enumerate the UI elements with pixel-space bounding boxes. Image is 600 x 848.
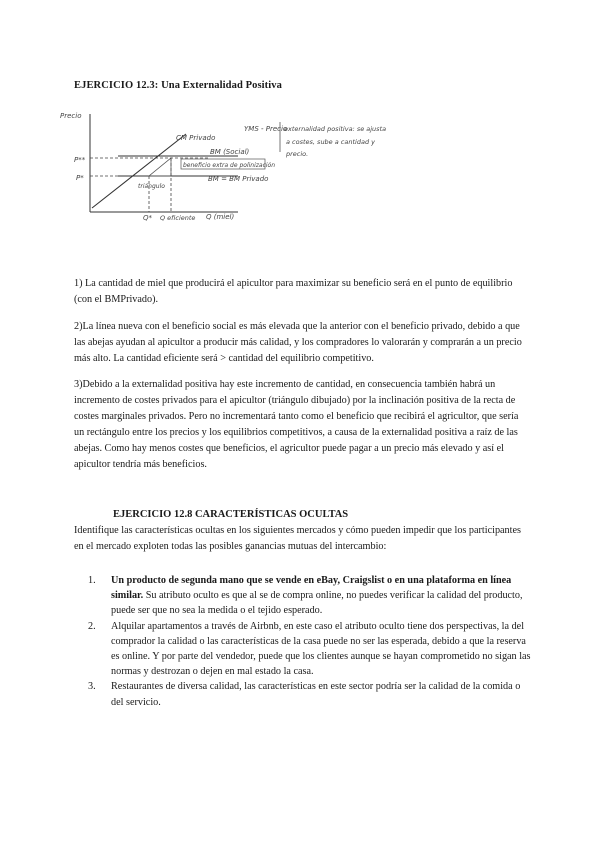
qty-eff-label: Q eficiente xyxy=(160,214,196,222)
cm-private-label: CM Privado xyxy=(176,134,216,142)
list-item-text: Restaurantes de diversa calidad, las características en este sector podría ser la calidad de la comida o del servicio. xyxy=(111,681,521,708)
side-note-text-2: a costes, sube a cantidad y xyxy=(286,138,375,146)
side-note-label: YMS - Precio xyxy=(244,125,288,133)
x-axis-label: Q (miel) xyxy=(206,213,235,221)
exercise-12-3-title: EJERCICIO 12.3: Una Externalidad Positiva xyxy=(74,80,282,91)
exercise-12-8-intro: Identifique las características ocultas en los siguientes mercados y cómo pueden impedir que los participantes en el mercado exploten todas las posibles ganancias mutuas del intercambio: xyxy=(74,525,521,552)
list-item-text: Su atributo oculto es que al se de compra online, no puedes verificar la calidad del producto, puede ser que no sea la medida o el tejido esperado. xyxy=(111,590,523,617)
list-item-bold: Un producto de segunda mano que se vende en eBay, Craigslist o en una plataforma en línea similar. xyxy=(111,575,512,602)
exercise-12-8-title: EJERCICIO 12.8 CARACTERÍSTICAS OCULTAS xyxy=(113,509,349,520)
answer-3: 3)Debido a la externalidad positiva hay este incremento de cantidad, en consecuencia también habrá un incremento de costes privados para el apicultor (triángulo dibujado) por la inclinación positiva de la recta de costes marginales privados. Pero no incrementará tanto como el beneficio que recibirá el agricultor, que sería un rectángulo entre los precios y los equilibrios competitivos, a causa de la externalidad positiva a raíz de las abejas. Como hay menos costes que beneficios, el agricultor puede pagar a un precio más elevado y así el apicultor tendría más beneficios. xyxy=(74,379,519,470)
qty-eq-label: Q* xyxy=(143,214,153,222)
list-item-text: Alquilar apartamentos a través de Airbnb, en este caso el atributo oculto tiene dos perspectivas, la del comprador la calidad o las características de la casa puede no ser las esperada, debido a que la reserva es online. Y por parte del vendedor, puede que los clientes aunque se hayan comprometido no sigan las normas y destrozan o dejen en mal estado la casa. xyxy=(111,620,531,678)
hidden-characteristics-list xyxy=(84,573,532,710)
triangle-label: triángulo xyxy=(138,183,165,190)
list-item xyxy=(84,679,532,709)
list-item-number: 2. xyxy=(88,620,96,632)
bm-private-label: BM = BM Privado xyxy=(208,175,269,183)
answer-2: 2)La línea nueva con el beneficio social es más elevada que la anterior con el beneficio privado, debido a que las abejas ayudan al apicultor a producir más calidad, y los compradores lo valorarán y comprarán a un precio más alto. La cantidad eficiente será > cantidad del equilibrio competitivo. xyxy=(74,321,522,364)
cm-private-curve xyxy=(92,134,186,208)
list-item xyxy=(84,619,532,680)
list-item-number: 3. xyxy=(88,681,96,693)
answer-1: 1) La cantidad de miel que producirá el apicultor para maximizar su beneficio será en el punto de equilibrio (con el BMPrivado). xyxy=(74,278,513,305)
externality-graph xyxy=(58,104,408,234)
y-axis-label: Precio xyxy=(60,112,82,120)
benefit-extra-label: beneficio extra de polinización xyxy=(183,162,276,169)
side-note-text-3: precio. xyxy=(286,150,309,158)
bm-social-label: BM (Social) xyxy=(210,148,250,156)
price-eq-label: P* xyxy=(76,174,84,182)
list-item-number: 1. xyxy=(88,575,96,586)
list-item xyxy=(84,573,532,619)
side-note-text-1: externalidad positiva: se ajusta xyxy=(284,125,387,133)
price-high-label: P** xyxy=(74,156,86,164)
